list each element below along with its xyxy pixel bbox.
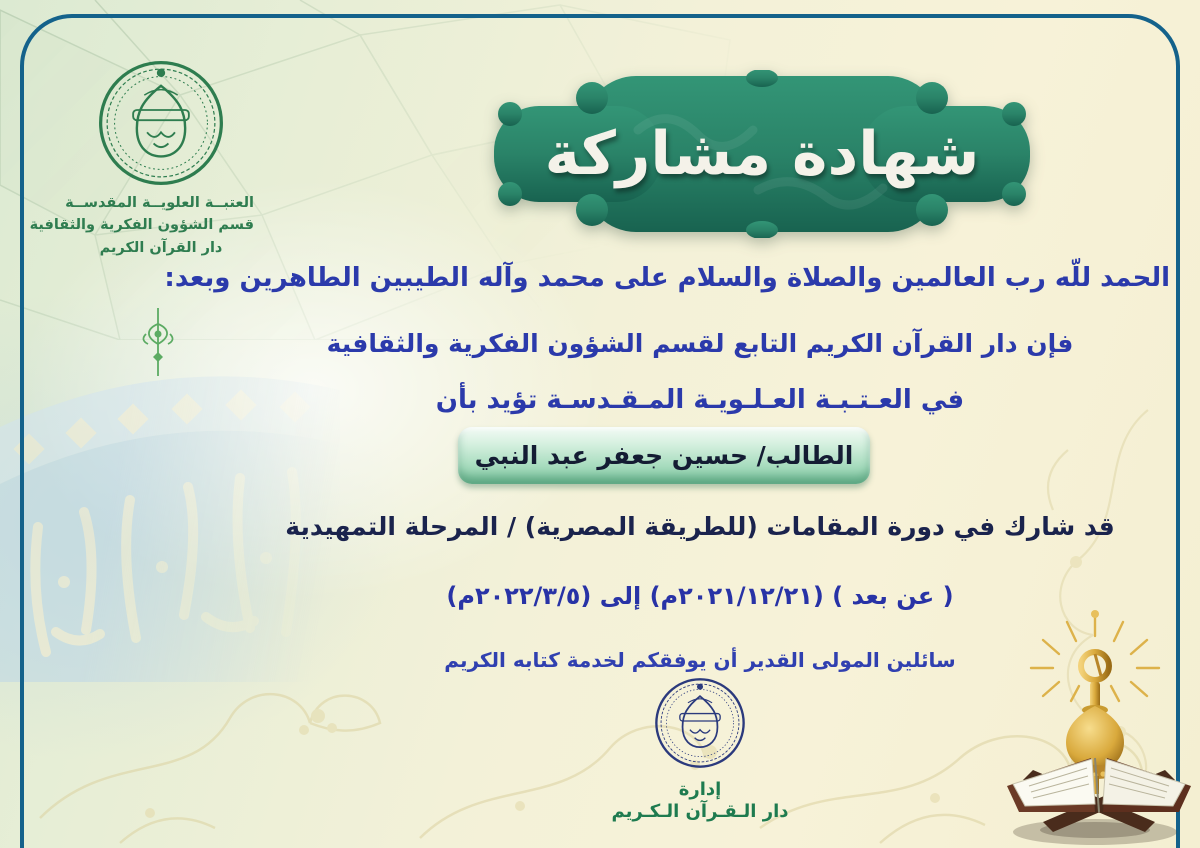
- shrine-emblem-icon: [96, 58, 226, 188]
- course-line: قد شارك في دورة المقامات (للطريقة المصرية) / المرحلة التمهيدية: [285, 512, 1115, 541]
- quran-on-stand-image: [995, 606, 1200, 848]
- dates-line: ( عن بعد ) (٢٠٢١/١٢/٢١م) إلى (٢٠٢٢/٣/٥م): [446, 582, 954, 610]
- admin-org: دار الـقـرآن الـكـريم: [611, 801, 789, 823]
- org-department: قسم الشؤون الفكرية والثقافية: [29, 217, 254, 234]
- org-unit: دار القرآن الكريم: [99, 239, 223, 256]
- certificate-title: شهادة مشاركة: [544, 119, 980, 189]
- student-name-field: الطالب/ حسين جعفر عبد النبي: [458, 427, 870, 484]
- closing-line: سائلين المولى القدير أن يوفقكم لخدمة كتابه الكريم: [444, 648, 956, 672]
- admin-block: [540, 676, 860, 824]
- praise-line: الحمد للّه رب العالمين والصلاة والسلام على محمد وآله الطيبين الطاهرين وبعد:: [164, 263, 1170, 293]
- org-name: العتبــة العلويــة المقدســة: [65, 195, 254, 211]
- intro-line: فإن دار القرآن الكريم التابع لقسم الشؤون الفكرية والثقافية: [326, 329, 1074, 358]
- shrine-emblem-small-icon: [653, 676, 747, 770]
- org-block: [29, 58, 254, 259]
- title-banner: [488, 70, 1036, 238]
- arabesque-divider-icon: [136, 306, 180, 378]
- attest-line: في العـتـبـة العـلـويـة المـقـدسـة تؤيد بأن: [435, 385, 965, 415]
- admin-title: إدارة: [678, 779, 722, 800]
